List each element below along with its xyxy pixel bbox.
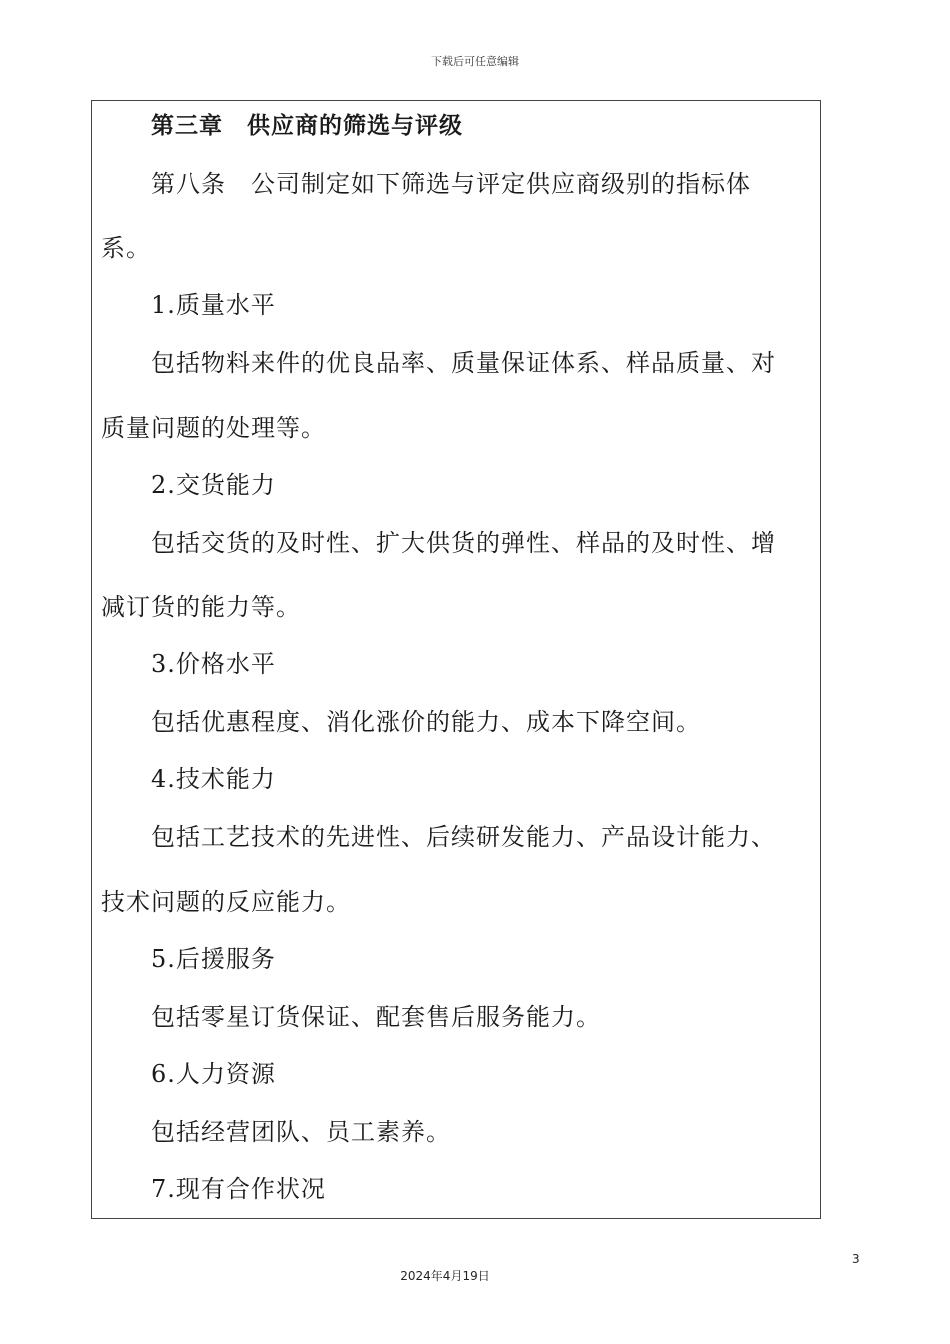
- section-body: 包括零星订货保证、配套售后服务能力。: [151, 1003, 601, 1031]
- article-text: 第八条 公司制定如下筛选与评定供应商级别的指标体: [151, 170, 751, 198]
- header-note: 下载后可任意编辑: [431, 55, 519, 68]
- section-body: 包括工艺技术的先进性、后续研发能力、产品设计能力、: [151, 823, 776, 851]
- content-box: [91, 100, 821, 1219]
- section-body-continued: 减订货的能力等。: [101, 593, 301, 621]
- footer-date: 2024年4月19日: [400, 1269, 490, 1283]
- section-heading: 4.技术能力: [151, 765, 276, 793]
- chapter-title: 第三章 供应商的筛选与评级: [151, 113, 463, 139]
- section-heading: 5.后援服务: [151, 945, 276, 973]
- section-body: 包括物料来件的优良品率、质量保证体系、样品质量、对: [151, 349, 776, 377]
- section-body: 包括交货的及时性、扩大供货的弹性、样品的及时性、增: [151, 529, 776, 557]
- page-number: 3: [852, 1252, 860, 1266]
- section-heading: 6.人力资源: [151, 1060, 276, 1088]
- section-body: 包括优惠程度、消化涨价的能力、成本下降空间。: [151, 708, 701, 736]
- article-text-continued: 系。: [101, 234, 151, 262]
- section-body-continued: 技术问题的反应能力。: [101, 888, 351, 916]
- section-body: 包括经营团队、员工素养。: [151, 1118, 451, 1146]
- section-heading: 7.现有合作状况: [151, 1175, 326, 1203]
- section-body-continued: 质量问题的处理等。: [101, 414, 326, 442]
- section-heading: 3.价格水平: [151, 650, 276, 678]
- section-heading: 1.质量水平: [151, 291, 276, 319]
- section-heading: 2.交货能力: [151, 471, 276, 499]
